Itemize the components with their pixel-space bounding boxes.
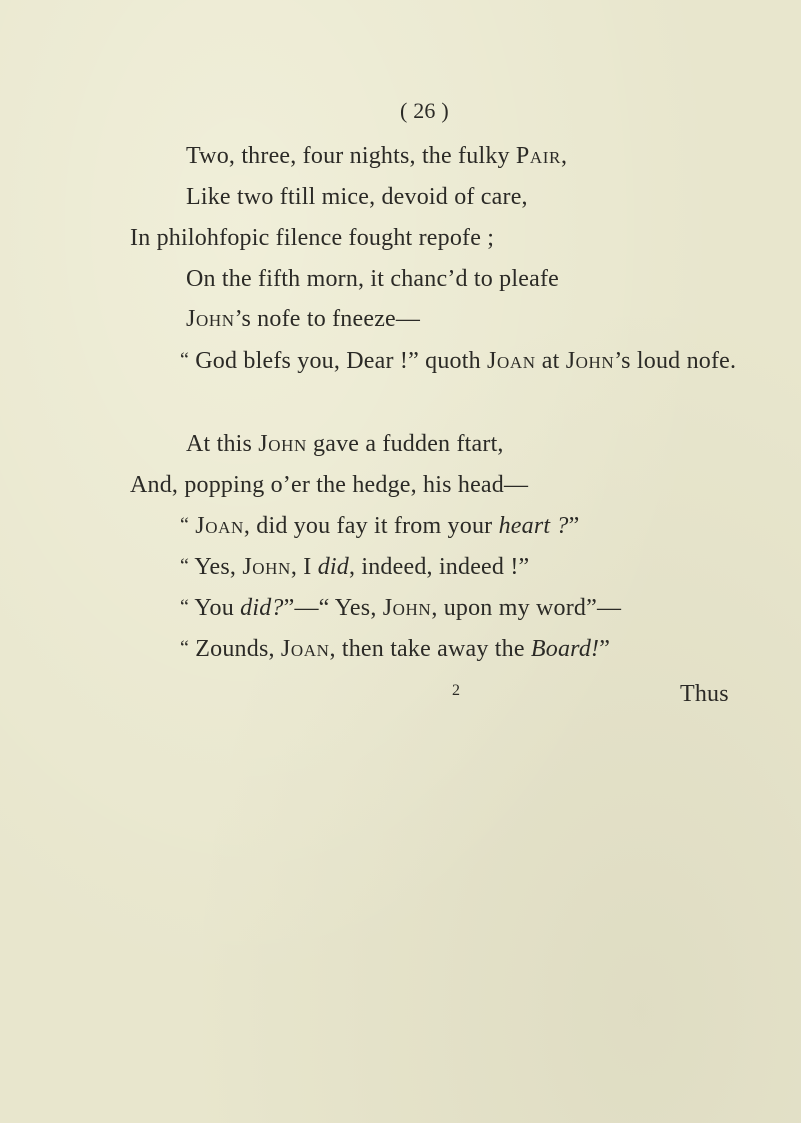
page-number: ( 26 ) — [400, 98, 449, 123]
verse-text: , I — [290, 554, 318, 580]
verse-text: You — [189, 595, 241, 621]
verse-text: Like two ftill mice, devoid of care, — [186, 184, 528, 210]
verse-text: Two, three, four nights, the fulky — [186, 143, 516, 169]
italic-word: did? — [240, 595, 284, 621]
small-caps-word: Joan — [487, 348, 536, 374]
verse-text: At this — [186, 431, 259, 457]
verse-line-12 — [180, 634, 610, 663]
small-caps-word: Joan — [280, 636, 330, 662]
verse-line-10 — [180, 552, 529, 581]
verse-text: gave a fudden ftart, — [306, 431, 504, 457]
small-caps-word: Pair — [515, 143, 561, 169]
small-caps-word: John — [565, 348, 615, 374]
verse-line-5 — [186, 305, 420, 333]
small-caps-word: Joan — [195, 513, 244, 539]
open-quote: “ — [180, 514, 190, 536]
verse-line-6 — [180, 346, 736, 375]
verse-text: , then take away the — [329, 636, 531, 662]
signature-mark: 2 — [452, 682, 461, 699]
verse-text: And, popping o’er the hedge, his head— — [130, 472, 529, 498]
verse-text: Yes, — [189, 554, 243, 580]
verse-text: at — [535, 348, 566, 374]
verse-line-9 — [180, 511, 579, 540]
italic-word: Board! — [530, 636, 600, 662]
verse-text: In philohfopic filence fought repofe ; — [130, 225, 495, 251]
small-caps-word: John — [258, 431, 307, 457]
verse-text: ” — [568, 513, 580, 539]
verse-line-2 — [186, 183, 528, 211]
verse-text: ” — [599, 636, 611, 662]
verse-line-4 — [186, 265, 559, 293]
italic-word: did — [317, 554, 349, 580]
small-caps-word: John — [242, 554, 291, 580]
verse-text: ”—“ Yes, — [283, 595, 383, 621]
verse-text: , indeed, indeed !” — [348, 554, 530, 580]
open-quote: “ — [180, 637, 190, 659]
verse-line-8 — [130, 471, 528, 499]
verse-text: God blefs you, Dear !” quoth — [189, 348, 488, 374]
catchword: Thus — [680, 681, 729, 707]
verse-text: , did you fay it from your — [243, 513, 499, 539]
verse-line-11 — [180, 593, 621, 622]
italic-word: heart ? — [498, 513, 569, 539]
verse-text: ’s nofe to fneeze— — [234, 306, 421, 332]
open-quote: “ — [180, 596, 190, 618]
small-caps-word: John — [186, 306, 235, 332]
open-quote: “ — [180, 349, 190, 371]
verse-line-7 — [186, 430, 504, 458]
verse-text: ’s loud nofe. — [614, 348, 737, 374]
verse-line-1 — [186, 142, 567, 170]
open-quote: “ — [180, 555, 190, 577]
verse-text: , — [560, 143, 568, 169]
verse-text: Zounds, — [189, 636, 281, 662]
small-caps-word: John — [382, 595, 432, 621]
verse-text: On the fifth morn, it chanc’d to pleafe — [186, 266, 560, 292]
verse-text: , upon my word”— — [431, 595, 622, 621]
verse-line-3 — [130, 224, 494, 252]
